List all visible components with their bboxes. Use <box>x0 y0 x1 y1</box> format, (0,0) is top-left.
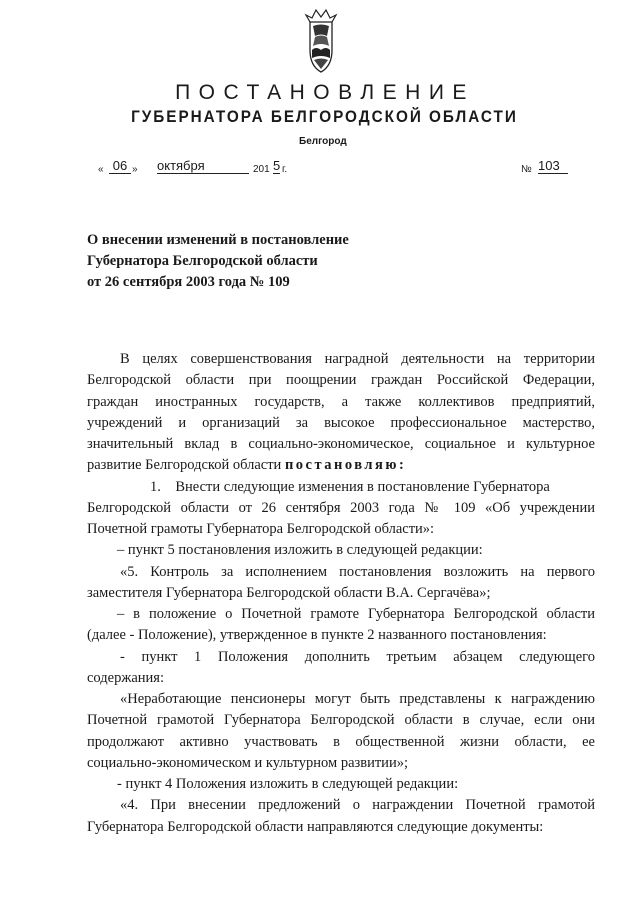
body-line: граждан иностранных государств, а также коллективов предприятий, <box>87 393 595 410</box>
date-year-suffix: 5 <box>273 158 281 173</box>
body-line: заместителя Губернатора Белгородской области В.А. Сергачёва»; <box>87 584 491 601</box>
date-close-quote: » <box>132 164 138 175</box>
city-name: Белгород <box>299 136 347 147</box>
body-line: – в положение о Почетной грамоте Губернатора Белгородской области <box>117 606 595 622</box>
body-line: Белгородской области при поощрении граждан Российской Федерации, <box>87 372 595 389</box>
body-line: - пункт 4 Положения изложить в следующей редакции: <box>117 776 459 792</box>
document-number: 103 <box>538 158 568 174</box>
subject-line: от 26 сентября 2003 года № 109 <box>87 274 290 290</box>
date-open-quote: « <box>98 164 104 175</box>
body-text: развитие Белгородской области <box>87 457 282 474</box>
date-number-line <box>0 158 640 180</box>
document-subtitle: ГУБЕРНАТОРА БЕЛГОРОДСКОЙ ОБЛАСТИ <box>131 107 518 126</box>
decree-word: постановляю: <box>284 457 407 474</box>
date-month: октября <box>157 158 249 174</box>
body-line: социально-экономическом и культурном развитии»; <box>87 754 408 771</box>
body-line <box>87 477 595 498</box>
body-line: Губернатора Белгородской области направляются следующие документы: <box>87 818 544 835</box>
date-day: 06 <box>109 158 131 174</box>
body-line: значительный вклад в социально-экономическое, социальное и культурное <box>87 436 595 452</box>
number-label: № <box>521 164 532 175</box>
body-line: - пункт 1 Положения дополнить третьим абзацем следующего <box>120 648 595 665</box>
body-line: «4. При внесении предложений о награждении Почетной грамотой <box>120 797 595 814</box>
date-year-mark: г. <box>282 164 288 175</box>
subject-line: Губернатора Белгородской области <box>87 253 318 269</box>
document-title: ПОСТАНОВЛЕНИЕ <box>175 81 475 104</box>
subject-line: О внесении изменений в постановление <box>87 232 349 248</box>
body-line: – пункт 5 постановления изложить в следующей редакции: <box>117 542 483 559</box>
body-line: Белгородской области от 26 сентября 2003 года № 109 «Об учреждении <box>87 499 595 516</box>
document-body <box>87 349 595 838</box>
date-year-prefix: 201 <box>253 164 270 175</box>
body-line: «5. Контроль за исполнением постановления возложить на первого <box>120 563 595 580</box>
body-line: учреждений и организаций за высокое профессиональное мастерство, <box>87 414 595 431</box>
document-subject <box>87 230 387 293</box>
body-text: Внести следующие изменения в постановление Губернатора <box>175 478 550 495</box>
body-line: В целях совершенствования наградной деятельности на территории <box>120 351 595 367</box>
body-line: продолжают активно участвовать в общественной жизни области, ее <box>87 733 595 750</box>
body-line: содержания: <box>87 669 165 686</box>
item-number: 1. <box>150 478 161 495</box>
body-line: Почетной грамоты Губернатора Белгородской области»: <box>87 521 435 537</box>
body-line: Почетной грамотой Губернатора Белгородской области в случае, если они <box>87 712 595 729</box>
body-line: «Неработающие пенсионеры могут быть представлены к награждению <box>120 691 595 707</box>
body-line <box>87 455 595 476</box>
body-line: (далее - Положение), утвержденное в пункте 2 названного постановления: <box>87 627 547 644</box>
coat-of-arms-icon <box>296 6 346 76</box>
